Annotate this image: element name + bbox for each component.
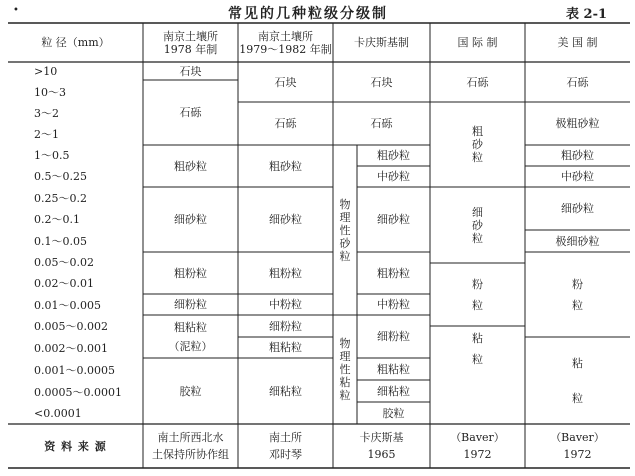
n7982-coarse-silt: 粗粉粒 [269,266,302,280]
intl-silt-char: 粉 [472,277,483,291]
range-row: <0.0001 [34,407,82,420]
kach-mid-silt: 中粉粒 [377,298,410,311]
table-number: 表 2-1 [566,7,608,22]
intl-clay [430,326,525,371]
n7982-coarse-sand: 粗砂粒 [269,159,302,173]
usa-very-fine-sand: 极细砂粒 [555,234,600,248]
n7982-gravel: 石砾 [274,117,297,130]
source-intl-line1: （Baver） [450,431,505,444]
kach-phys-sand-char: 理 [339,210,351,224]
range-row: 1～0.5 [34,149,70,162]
kach-phys-clay-char: 性 [339,363,351,376]
n1978-coarse-silt: 粗粉粒 [174,266,207,280]
kach-phys-sand-char: 粒 [339,249,351,263]
source-label: 资 料 来 源 [44,439,107,453]
usa-clay-char: 粒 [572,391,583,405]
n1978-fine-sand: 细砂粒 [174,213,207,226]
table-title: 常见的几种粒级分级制 [228,6,388,22]
range-row: 10～3 [34,86,66,99]
intl-coarse-sand-char: 粒 [472,151,483,164]
kach-coarse-clay: 粗粘粒 [377,362,410,376]
kach-fine-sand: 细砂粒 [377,213,410,226]
source-n7982 [238,424,333,468]
source-n7982-line1: 南土所 [269,431,302,444]
usa-very-coarse-sand: 极粗砂粒 [555,117,600,130]
kach-phys-sand-char: 砂 [339,236,351,250]
kach-physical-clay [333,315,357,424]
source-kach-line2: 1965 [367,448,396,461]
range-row: 0.005～0.002 [34,320,108,333]
n1978-mud-label: （泥粒） [168,339,213,353]
range-row: >10 [34,65,58,78]
n7982-stone: 石块 [274,75,297,89]
usa-silt-char: 粒 [572,298,583,312]
range-row: 0.002～0.001 [34,342,108,355]
n1978-coarse-clay [143,315,238,358]
n7982-fine-silt: 细粉粒 [269,319,302,333]
range-row: 0.1～0.05 [34,235,87,248]
kach-physical-sand [333,145,357,315]
header-nanjing-1978-line2: 1978 年制 [163,42,218,56]
usa-clay-char: 粘 [572,356,583,370]
usa-clay [525,337,630,424]
n1978-coarse-sand: 粗砂粒 [174,159,207,173]
source-n1978 [143,424,238,468]
source-usa [525,424,630,468]
range-row: 3～2 [34,107,59,120]
intl-fine-sand-char: 砂 [472,218,483,232]
header-grain-size: 粒 径（mm） [41,36,110,49]
source-kach [333,424,430,468]
intl-coarse-sand [430,102,525,187]
kach-phys-clay-char: 粘 [339,376,351,389]
n1978-fine-silt: 细粉粒 [174,298,207,311]
range-row: 0.5～0.25 [34,170,87,183]
intl-fine-sand-char: 细 [472,205,483,219]
source-usa-line2: 1972 [563,448,592,461]
n7982-coarse-clay: 粗粘粒 [269,341,302,354]
kach-phys-clay-char: 理 [339,350,351,363]
kach-stone: 石块 [370,75,393,89]
header-nanjing-7982-line2: 1979～1982 年制 [239,42,332,56]
header-nanjing-1979-1982 [238,23,333,62]
n1978-stone: 石块 [179,64,202,78]
intl-clay-char: 粘 [472,331,483,345]
n7982-fine-sand: 细砂粒 [269,213,302,226]
source-kach-line1: 卡庆斯基 [359,431,404,444]
range-row: 0.25～0.2 [34,192,87,205]
intl-silt [430,263,525,326]
source-n1978-line1: 南土所西北水 [157,431,224,444]
kach-coarse-silt: 粗粉粒 [377,266,410,280]
kach-phys-sand-char: 物 [339,197,351,211]
source-intl [430,424,525,468]
header-nanjing-1978 [143,23,238,62]
kach-phys-clay-char: 粒 [339,389,351,402]
range-row: 0.02～0.01 [34,277,94,290]
n1978-coarse-clay-label: 粗粘粒 [174,320,207,334]
header-nanjing-7982-line1: 南京土壤所 [258,29,313,43]
n1978-gravel: 石砾 [179,106,202,119]
intl-silt-char: 粒 [472,298,483,312]
source-n7982-line2: 邓时琴 [269,448,302,461]
header-nanjing-1978-line1: 南京土壤所 [163,29,218,43]
kach-mid-sand: 中砂粒 [377,170,410,183]
intl-coarse-sand-char: 粗 [472,125,483,138]
range-row: 0.001～0.0005 [34,364,115,377]
range-row: 0.05～0.02 [34,256,94,269]
intl-clay-char: 粒 [472,352,483,366]
range-row: 0.2～0.1 [34,213,80,226]
intl-coarse-sand-char: 砂 [472,138,483,151]
kach-phys-sand-char: 性 [339,223,351,237]
usa-coarse-sand: 粗砂粒 [561,149,594,162]
intl-gravel: 石砾 [466,75,489,89]
source-n1978-line2: 土保持所协作组 [152,448,229,461]
range-row: 2～1 [34,128,59,141]
kach-fine-silt: 细粉粒 [377,330,410,343]
header-international: 国 际 制 [457,36,498,49]
usa-silt-char: 粉 [572,277,583,291]
usa-silt [525,252,630,337]
n1978-colloid: 胶粒 [179,384,202,398]
n7982-mid-silt: 中粉粒 [269,298,302,311]
usa-mid-sand: 中砂粒 [561,170,594,183]
usa-fine-sand: 细砂粒 [561,202,594,215]
kach-phys-clay-char: 物 [339,337,351,350]
source-intl-line2: 1972 [463,448,492,461]
source-usa-line1: （Baver） [550,431,605,444]
usa-gravel: 石砾 [566,75,589,89]
kach-gravel: 石砾 [370,117,393,130]
intl-fine-sand-char: 粒 [472,231,483,245]
range-row: 0.01～0.005 [34,299,101,312]
kach-fine-clay: 细粘粒 [377,384,410,398]
header-usa: 美 国 制 [557,36,598,49]
intl-fine-sand [430,187,525,263]
header-kachinsky: 卡庆斯基制 [354,36,409,49]
range-row: 0.0005～0.0001 [34,386,122,399]
kach-colloid: 胶粒 [382,406,405,420]
n7982-fine-clay: 细粘粒 [269,384,302,398]
mark-dot: • [13,5,19,16]
kach-coarse-sand: 粗砂粒 [377,149,410,162]
